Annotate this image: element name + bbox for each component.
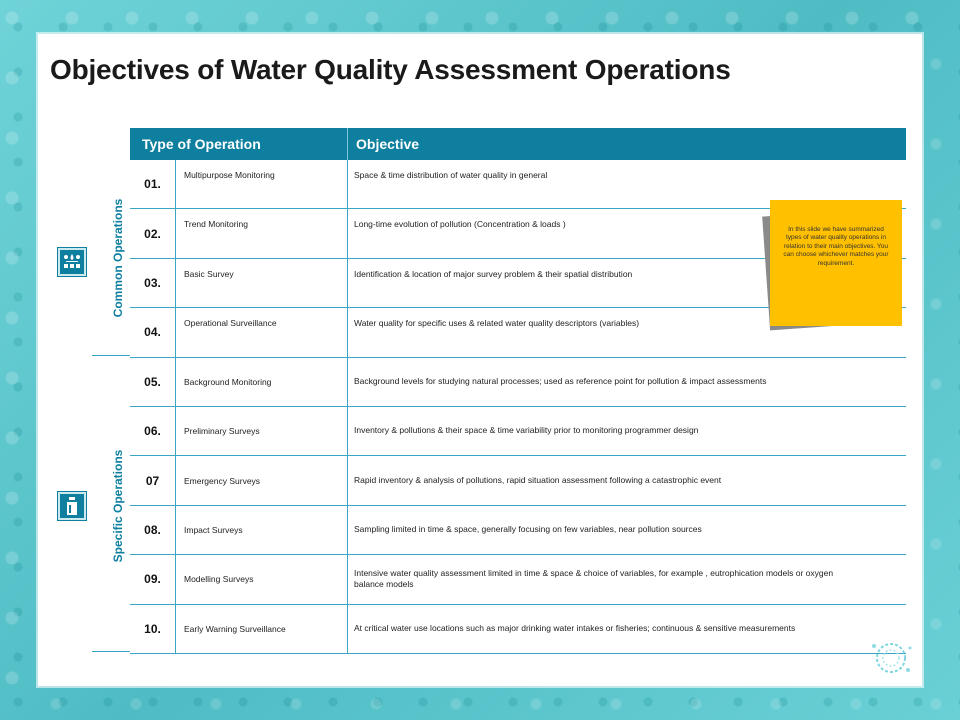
operation-objective: Intensive water quality assessment limited in time & space & choice of variables, for example , eutrophication models or oxygen balance models [354,567,834,590]
group-divider [92,355,130,356]
row-number: 02. [130,209,176,257]
operation-objective: Identification & location of major survey problem & their spatial distribution [354,268,633,279]
row-number: 06. [130,407,176,455]
operation-objective: Background levels for studying natural processes; used as reference point for pollution & impact assessments [354,376,767,387]
row-number: 05. [130,358,176,406]
table-row [130,506,906,555]
water-splash-icon [866,636,916,680]
operation-type: Emergency Surveys [176,456,348,504]
table-row [130,605,906,654]
sticky-note-text: In this slide we have summarized types of water quality operations in relation to their main objectives. You can choose whichever matches your requirement. [770,200,902,326]
water-bottle-icon [58,492,86,520]
operation-objective: Water quality for specific uses & related water quality descriptors (variables) [354,318,640,329]
operation-type: Preliminary Surveys [176,407,348,455]
row-number: 01. [130,160,176,208]
sticky-note [770,200,898,328]
operation-objective: At critical water use locations such as major drinking water intakes or fisheries; continuous & sensitive measurements [354,622,796,633]
table-header [130,128,906,160]
slide [38,34,922,686]
table-row [130,555,906,604]
group-label-common: Common Operations [111,198,125,318]
row-number: 08. [130,506,176,554]
row-number: 03. [130,259,176,307]
row-number: 10. [130,605,176,653]
table-row [130,407,906,456]
operation-objective: Sampling limited in time & space, generally focusing on few variables, near pollution sources [354,524,702,535]
operation-type: Background Monitoring [176,358,348,406]
operation-objective: Inventory & pollutions & their space & time variability prior to monitoring programmer design [354,425,699,436]
group-bottom-line [92,651,130,652]
operation-type: Impact Surveys [176,506,348,554]
header-objective: Objective [356,136,420,152]
row-number: 04. [130,308,176,356]
header-type: Type of Operation [130,128,348,160]
operation-type: Early Warning Surveillance [176,605,348,653]
table-row [130,358,906,407]
operation-type: Trend Monitoring [176,209,348,257]
operation-type: Basic Survey [176,259,348,307]
operation-type: Modelling Surveys [176,555,348,603]
operation-type: Operational Surveillance [176,308,348,356]
operation-objective: Space & time distribution of water quality in general [354,170,548,180]
table-row [130,456,906,505]
operation-type: Multipurpose Monitoring [176,160,348,208]
water-network-icon [58,248,86,276]
operation-objective: Long-time evolution of pollution (Concentration & loads ) [354,219,566,230]
group-label-specific: Specific Operations [111,449,125,563]
row-number: 09. [130,555,176,603]
page-title: Objectives of Water Quality Assessment Operations [50,54,731,85]
row-number: 07 [130,456,176,504]
operation-objective: Rapid inventory & analysis of pollutions, rapid situation assessment following a catastrophic event [354,474,722,485]
